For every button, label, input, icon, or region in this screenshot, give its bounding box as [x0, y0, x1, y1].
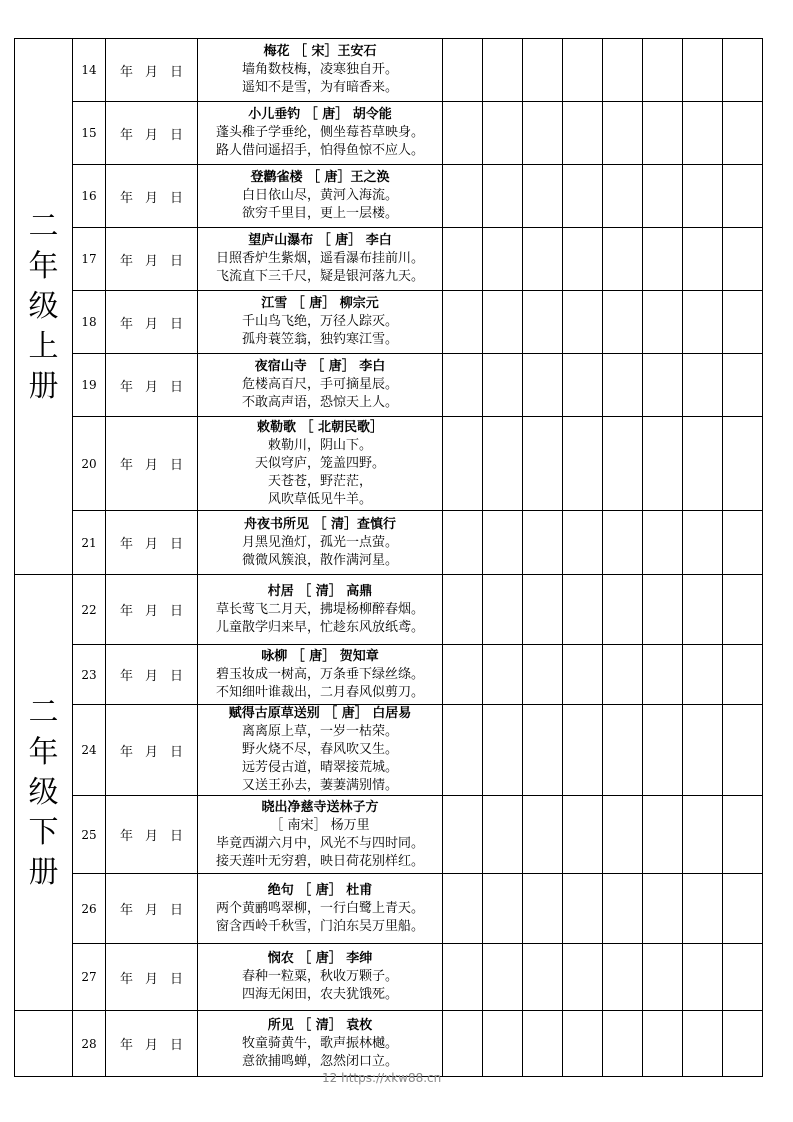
poem-title: 绝句 ［ 唐］ 杜甫	[267, 882, 373, 898]
recitation-check-cell[interactable]	[643, 575, 683, 645]
recitation-check-cell[interactable]	[643, 874, 683, 944]
date-month-label: 月	[144, 604, 158, 619]
poem-number: 18	[73, 291, 106, 354]
poem-row	[15, 575, 763, 645]
date-day-label: 日	[170, 971, 184, 987]
date-day-label: 日	[170, 604, 184, 619]
date-month-label: 月	[144, 190, 158, 206]
poem-line: 月黑见渔灯，孤光一点萤。	[241, 534, 398, 550]
recitation-check-cell[interactable]	[643, 944, 683, 1011]
poem-line: 野火烧不尽，春风吹又生。	[241, 742, 398, 757]
poem-title: 赋得古原草送别 ［ 唐］ 白居易	[228, 706, 412, 721]
recitation-check-cell[interactable]	[523, 291, 563, 354]
recitation-check-cell[interactable]	[483, 796, 523, 874]
recitation-check-cell[interactable]	[563, 102, 603, 165]
poem-text-cell	[198, 291, 443, 354]
recitation-check-cell[interactable]	[483, 165, 523, 228]
date-cell[interactable]	[106, 354, 198, 417]
recitation-check-cell[interactable]	[603, 102, 643, 165]
poem-row	[15, 944, 763, 1011]
grade-label-g3-upper	[15, 1011, 73, 1077]
recitation-check-cell[interactable]	[443, 228, 483, 291]
date-year-label: 年	[119, 537, 133, 552]
poem-row	[15, 354, 763, 417]
recitation-check-cell[interactable]	[603, 165, 643, 228]
poem-title: 小儿垂钓 ［ 唐］ 胡令能	[248, 107, 392, 122]
date-cell[interactable]	[106, 228, 198, 291]
grade-char: 上	[28, 328, 59, 364]
poem-row	[15, 39, 763, 102]
poem-number: 26	[73, 874, 106, 944]
date-day-label: 日	[170, 903, 184, 918]
poem-text-cell	[198, 165, 443, 228]
recitation-check-cell[interactable]	[683, 511, 723, 575]
recitation-check-cell[interactable]	[523, 354, 563, 417]
date-cell[interactable]	[106, 575, 198, 645]
recitation-check-cell[interactable]	[483, 291, 523, 354]
recitation-check-cell[interactable]	[443, 291, 483, 354]
page-footer: 12 https://xkw88.cn	[322, 1071, 442, 1085]
poem-number: 25	[73, 796, 106, 874]
recitation-check-cell[interactable]	[723, 417, 763, 511]
poem-title: 舟夜书所见 ［ 清］查慎行	[243, 516, 397, 532]
date-day-label: 日	[170, 127, 184, 143]
poem-line: 又送王孙去，萋萋满别情。	[241, 778, 398, 793]
poem-title: 江雪 ［ 唐］ 柳宗元	[261, 296, 379, 311]
recitation-check-cell[interactable]	[563, 1011, 603, 1077]
poem-line: 日照香炉生紫烟，遥看瀑布挂前川。	[215, 251, 424, 266]
date-day-label: 日	[170, 537, 184, 552]
date-month-label: 月	[144, 829, 158, 844]
recitation-check-cell[interactable]	[563, 511, 603, 575]
date-year-label: 年	[119, 1038, 133, 1053]
recitation-check-cell[interactable]	[523, 944, 563, 1011]
poem-line: 草长莺飞二月天，拂堤杨柳醉春烟。	[215, 601, 424, 617]
date-month-label: 月	[144, 64, 158, 80]
recitation-check-cell[interactable]	[603, 511, 643, 575]
poem-row	[15, 291, 763, 354]
recitation-check-cell[interactable]	[603, 1011, 643, 1077]
recitation-check-cell[interactable]	[683, 291, 723, 354]
poem-line: 天似穹庐，笼盖四野。	[254, 455, 385, 471]
poem-number: 22	[73, 575, 106, 645]
recitation-check-cell[interactable]	[643, 511, 683, 575]
recitation-check-cell[interactable]	[563, 575, 603, 645]
recitation-check-cell[interactable]	[643, 705, 683, 796]
recitation-check-cell[interactable]	[483, 102, 523, 165]
poem-text-cell	[198, 944, 443, 1011]
recitation-check-cell[interactable]	[603, 645, 643, 705]
recitation-check-cell[interactable]	[563, 874, 603, 944]
poem-checklist-table	[14, 38, 763, 1077]
date-day-label: 日	[170, 669, 184, 684]
poem-number: 24	[73, 705, 106, 796]
recitation-check-cell[interactable]	[723, 944, 763, 1011]
recitation-check-cell[interactable]	[723, 354, 763, 417]
poem-text-cell	[198, 796, 443, 874]
grade-label-g2-upper	[15, 39, 73, 575]
poem-number: 21	[73, 511, 106, 575]
recitation-check-cell[interactable]	[443, 102, 483, 165]
poem-row	[15, 102, 763, 165]
grade-label-g2-lower	[15, 575, 73, 1011]
recitation-check-cell[interactable]	[443, 39, 483, 102]
recitation-check-cell[interactable]	[443, 417, 483, 511]
recitation-check-cell[interactable]	[683, 645, 723, 705]
recitation-check-cell[interactable]	[643, 102, 683, 165]
recitation-check-cell[interactable]	[683, 39, 723, 102]
recitation-check-cell[interactable]	[683, 944, 723, 1011]
date-year-label: 年	[119, 64, 133, 80]
recitation-check-cell[interactable]	[643, 39, 683, 102]
recitation-check-cell[interactable]	[443, 354, 483, 417]
poem-text-cell	[198, 874, 443, 944]
date-day-label: 日	[170, 316, 184, 332]
grade-char: 年	[28, 248, 59, 284]
date-day-label: 日	[170, 64, 184, 80]
poem-line: ［ 南宋］ 杨万里	[270, 817, 370, 833]
recitation-check-cell[interactable]	[603, 705, 643, 796]
recitation-check-cell[interactable]	[563, 354, 603, 417]
poem-line: 四海无闲田，农夫犹饿死。	[241, 987, 398, 1002]
recitation-check-cell[interactable]	[723, 796, 763, 874]
grade-char: 年	[28, 734, 59, 770]
date-cell[interactable]	[106, 1011, 198, 1077]
recitation-check-cell[interactable]	[603, 39, 643, 102]
recitation-check-cell[interactable]	[723, 575, 763, 645]
date-year-label: 年	[119, 379, 133, 395]
recitation-check-cell[interactable]	[523, 705, 563, 796]
recitation-check-cell[interactable]	[443, 874, 483, 944]
date-year-label: 年	[119, 744, 133, 760]
recitation-check-cell[interactable]	[483, 575, 523, 645]
date-cell[interactable]	[106, 165, 198, 228]
date-month-label: 月	[144, 537, 158, 552]
poem-line: 路人借问遥招手，怕得鱼惊不应人。	[215, 143, 424, 158]
poem-line: 不敢高声语，恐惊天上人。	[241, 395, 398, 410]
poem-line: 碧玉妆成一树高，万条垂下绿丝绦。	[215, 666, 424, 682]
recitation-check-cell[interactable]	[603, 228, 643, 291]
recitation-check-cell[interactable]	[683, 1011, 723, 1077]
recitation-check-cell[interactable]	[723, 291, 763, 354]
poem-row	[15, 511, 763, 575]
recitation-check-cell[interactable]	[563, 705, 603, 796]
poem-title: 村居 ［ 清］ 高鼎	[267, 583, 373, 599]
poem-title: 望庐山瀑布 ［ 唐］ 李白	[248, 233, 392, 248]
date-month-label: 月	[144, 744, 158, 760]
recitation-check-cell[interactable]	[723, 874, 763, 944]
poem-number: 16	[73, 165, 106, 228]
date-month-label: 月	[144, 971, 158, 987]
recitation-check-cell[interactable]	[483, 645, 523, 705]
recitation-check-cell[interactable]	[683, 874, 723, 944]
date-day-label: 日	[170, 1038, 184, 1053]
recitation-check-cell[interactable]	[443, 944, 483, 1011]
poem-line: 蓬头稚子学垂纶，侧坐莓苔草映身。	[215, 125, 424, 140]
recitation-check-cell[interactable]	[603, 874, 643, 944]
date-cell[interactable]	[106, 796, 198, 874]
poem-row	[15, 417, 763, 511]
date-day-label: 日	[170, 829, 184, 844]
recitation-check-cell[interactable]	[443, 705, 483, 796]
recitation-check-cell[interactable]	[603, 291, 643, 354]
recitation-check-cell[interactable]	[643, 417, 683, 511]
poem-line: 儿童散学归来早，忙趁东风放纸鸢。	[215, 619, 424, 635]
poem-text-cell	[198, 1011, 443, 1077]
date-day-label: 日	[170, 190, 184, 206]
recitation-check-cell[interactable]	[483, 354, 523, 417]
date-year-label: 年	[119, 458, 133, 473]
grade-char: 级	[28, 288, 59, 324]
recitation-check-cell[interactable]	[603, 944, 643, 1011]
poem-line: 危楼高百尺，手可摘星辰。	[241, 377, 398, 392]
recitation-check-cell[interactable]	[723, 39, 763, 102]
recitation-check-cell[interactable]	[603, 575, 643, 645]
recitation-check-cell[interactable]	[683, 228, 723, 291]
date-year-label: 年	[119, 316, 133, 332]
poem-line: 离离原上草，一岁一枯荣。	[241, 724, 398, 739]
recitation-check-cell[interactable]	[443, 1011, 483, 1077]
poem-number: 19	[73, 354, 106, 417]
date-month-label: 月	[144, 253, 158, 269]
poem-title: 悯农 ［ 唐］ 李绅	[267, 951, 373, 966]
recitation-check-cell[interactable]	[523, 39, 563, 102]
date-cell[interactable]	[106, 645, 198, 705]
date-year-label: 年	[119, 253, 133, 269]
poem-line: 窗含西岭千秋雪，门泊东吴万里船。	[215, 918, 424, 934]
recitation-check-cell[interactable]	[643, 796, 683, 874]
poem-row	[15, 645, 763, 705]
poem-title: 登鹳雀楼 ［ 唐］王之涣	[250, 170, 390, 185]
poem-text-cell	[198, 705, 443, 796]
recitation-check-cell[interactable]	[723, 228, 763, 291]
poem-title: 晓出净慈寺送林子方	[261, 799, 379, 815]
poem-line: 微微风簇浪，散作满河星。	[241, 552, 398, 568]
recitation-check-cell[interactable]	[523, 575, 563, 645]
poem-line: 两个黄鹂鸣翠柳，一行白鹭上青天。	[215, 900, 424, 916]
poem-line: 天苍苍，野茫茫，	[267, 473, 372, 489]
poem-line: 遥知不是雪，为有暗香来。	[241, 80, 398, 95]
poem-line: 飞流直下三千尺，疑是银河落九天。	[215, 269, 424, 284]
recitation-check-cell[interactable]	[523, 228, 563, 291]
poem-row	[15, 228, 763, 291]
grade-char: 册	[28, 854, 59, 890]
recitation-check-cell[interactable]	[443, 165, 483, 228]
date-month-label: 月	[144, 379, 158, 395]
poem-text-cell	[198, 417, 443, 511]
poem-number: 14	[73, 39, 106, 102]
poem-text-cell	[198, 102, 443, 165]
recitation-check-cell[interactable]	[523, 102, 563, 165]
recitation-check-cell[interactable]	[523, 1011, 563, 1077]
recitation-check-cell[interactable]	[683, 417, 723, 511]
date-cell[interactable]	[106, 705, 198, 796]
date-year-label: 年	[119, 903, 133, 918]
recitation-check-cell[interactable]	[563, 291, 603, 354]
poem-title: 咏柳 ［ 唐］ 贺知章	[261, 648, 379, 664]
date-month-label: 月	[144, 127, 158, 143]
recitation-check-cell[interactable]	[563, 645, 603, 705]
recitation-check-cell[interactable]	[723, 1011, 763, 1077]
poem-line: 欲穷千里目，更上一层楼。	[241, 206, 398, 221]
recitation-check-cell[interactable]	[603, 796, 643, 874]
recitation-check-cell[interactable]	[483, 944, 523, 1011]
poem-row	[15, 1011, 763, 1077]
date-month-label: 月	[144, 1038, 158, 1053]
recitation-check-cell[interactable]	[483, 39, 523, 102]
poem-line: 墙角数枝梅，凌寒独自开。	[241, 62, 398, 77]
poem-text-cell	[198, 645, 443, 705]
recitation-check-cell[interactable]	[563, 417, 603, 511]
poem-number: 27	[73, 944, 106, 1011]
recitation-check-cell[interactable]	[483, 1011, 523, 1077]
poem-number: 28	[73, 1011, 106, 1077]
grade-char: 二	[28, 694, 59, 730]
recitation-check-cell[interactable]	[523, 165, 563, 228]
recitation-check-cell[interactable]	[483, 417, 523, 511]
recitation-check-cell[interactable]	[683, 796, 723, 874]
poem-text-cell	[198, 575, 443, 645]
poem-text-cell	[198, 228, 443, 291]
date-cell[interactable]	[106, 874, 198, 944]
date-cell[interactable]	[106, 417, 198, 511]
poem-line: 春种一粒粟，秋收万颗子。	[241, 969, 398, 984]
poem-line: 牧童骑黄牛，歌声振林樾。	[241, 1035, 398, 1051]
recitation-check-cell[interactable]	[523, 874, 563, 944]
recitation-check-cell[interactable]	[563, 165, 603, 228]
recitation-check-cell[interactable]	[723, 645, 763, 705]
poem-line: 千山鸟飞绝，万径人踪灭。	[241, 314, 398, 329]
recitation-check-cell[interactable]	[723, 705, 763, 796]
poem-text-cell	[198, 354, 443, 417]
date-cell[interactable]	[106, 102, 198, 165]
poem-line: 白日依山尽，黄河入海流。	[241, 188, 398, 203]
poem-line: 孤舟蓑笠翁，独钓寒江雪。	[241, 332, 398, 347]
date-day-label: 日	[170, 458, 184, 473]
recitation-check-cell[interactable]	[643, 228, 683, 291]
recitation-check-cell[interactable]	[603, 417, 643, 511]
grade-char: 二	[28, 208, 59, 244]
date-year-label: 年	[119, 127, 133, 143]
poem-row	[15, 165, 763, 228]
poem-text-cell	[198, 511, 443, 575]
date-month-label: 月	[144, 458, 158, 473]
recitation-check-cell[interactable]	[563, 944, 603, 1011]
date-day-label: 日	[170, 379, 184, 395]
recitation-check-cell[interactable]	[523, 417, 563, 511]
recitation-check-cell[interactable]	[643, 165, 683, 228]
poem-line: 毕竟西湖六月中，风光不与四时同。	[215, 835, 424, 851]
poem-number: 17	[73, 228, 106, 291]
poem-number: 20	[73, 417, 106, 511]
poem-row	[15, 705, 763, 796]
recitation-check-cell[interactable]	[643, 1011, 683, 1077]
recitation-check-cell[interactable]	[483, 228, 523, 291]
date-cell[interactable]	[106, 511, 198, 575]
recitation-check-cell[interactable]	[643, 354, 683, 417]
recitation-check-cell[interactable]	[443, 575, 483, 645]
date-cell[interactable]	[106, 39, 198, 102]
recitation-check-cell[interactable]	[683, 354, 723, 417]
recitation-check-cell[interactable]	[483, 511, 523, 575]
poem-number: 23	[73, 645, 106, 705]
poem-text-cell	[198, 39, 443, 102]
recitation-check-cell[interactable]	[443, 796, 483, 874]
date-year-label: 年	[119, 669, 133, 684]
date-cell[interactable]	[106, 944, 198, 1011]
recitation-check-cell[interactable]	[643, 291, 683, 354]
poem-title: 所见 ［ 清］ 袁枚	[267, 1017, 373, 1033]
recitation-check-cell[interactable]	[523, 796, 563, 874]
date-year-label: 年	[119, 829, 133, 844]
recitation-check-cell[interactable]	[683, 102, 723, 165]
recitation-check-cell[interactable]	[523, 645, 563, 705]
poem-title: 敕勒歌 ［ 北朝民歌］	[256, 419, 384, 435]
poem-line: 风吹草低见牛羊。	[267, 491, 372, 507]
grade-char: 级	[28, 774, 59, 810]
recitation-check-cell[interactable]	[443, 645, 483, 705]
date-year-label: 年	[119, 190, 133, 206]
date-month-label: 月	[144, 316, 158, 332]
recitation-check-cell[interactable]	[643, 645, 683, 705]
recitation-check-cell[interactable]	[483, 874, 523, 944]
date-year-label: 年	[119, 971, 133, 987]
recitation-check-cell[interactable]	[443, 511, 483, 575]
recitation-check-cell[interactable]	[563, 228, 603, 291]
date-day-label: 日	[170, 744, 184, 760]
poem-title: 梅花 ［ 宋］王安石	[263, 44, 377, 59]
poem-line: 不知细叶谁裁出，二月春风似剪刀。	[215, 684, 424, 700]
poem-line: 远芳侵古道，晴翠接荒城。	[241, 760, 398, 775]
recitation-check-cell[interactable]	[723, 102, 763, 165]
grade-char: 册	[28, 368, 59, 404]
recitation-check-cell[interactable]	[603, 354, 643, 417]
recitation-check-cell[interactable]	[483, 705, 523, 796]
recitation-check-cell[interactable]	[563, 796, 603, 874]
poem-row	[15, 874, 763, 944]
poem-line: 敕勒川，阴山下。	[267, 437, 372, 453]
date-cell[interactable]	[106, 291, 198, 354]
grade-char: 下	[28, 814, 59, 850]
recitation-check-cell[interactable]	[523, 511, 563, 575]
recitation-check-cell[interactable]	[683, 575, 723, 645]
recitation-check-cell[interactable]	[683, 165, 723, 228]
poem-title: 夜宿山寺 ［ 唐］ 李白	[254, 359, 386, 374]
recitation-check-cell[interactable]	[723, 511, 763, 575]
poem-row	[15, 796, 763, 874]
date-day-label: 日	[170, 253, 184, 269]
poem-line: 接天莲叶无穷碧，映日荷花别样红。	[215, 853, 424, 869]
date-month-label: 月	[144, 669, 158, 684]
date-month-label: 月	[144, 903, 158, 918]
poem-number: 15	[73, 102, 106, 165]
date-year-label: 年	[119, 604, 133, 619]
poem-line: 意欲捕鸣蝉，忽然闭口立。	[241, 1053, 398, 1069]
recitation-check-cell[interactable]	[723, 165, 763, 228]
recitation-check-cell[interactable]	[683, 705, 723, 796]
recitation-check-cell[interactable]	[563, 39, 603, 102]
